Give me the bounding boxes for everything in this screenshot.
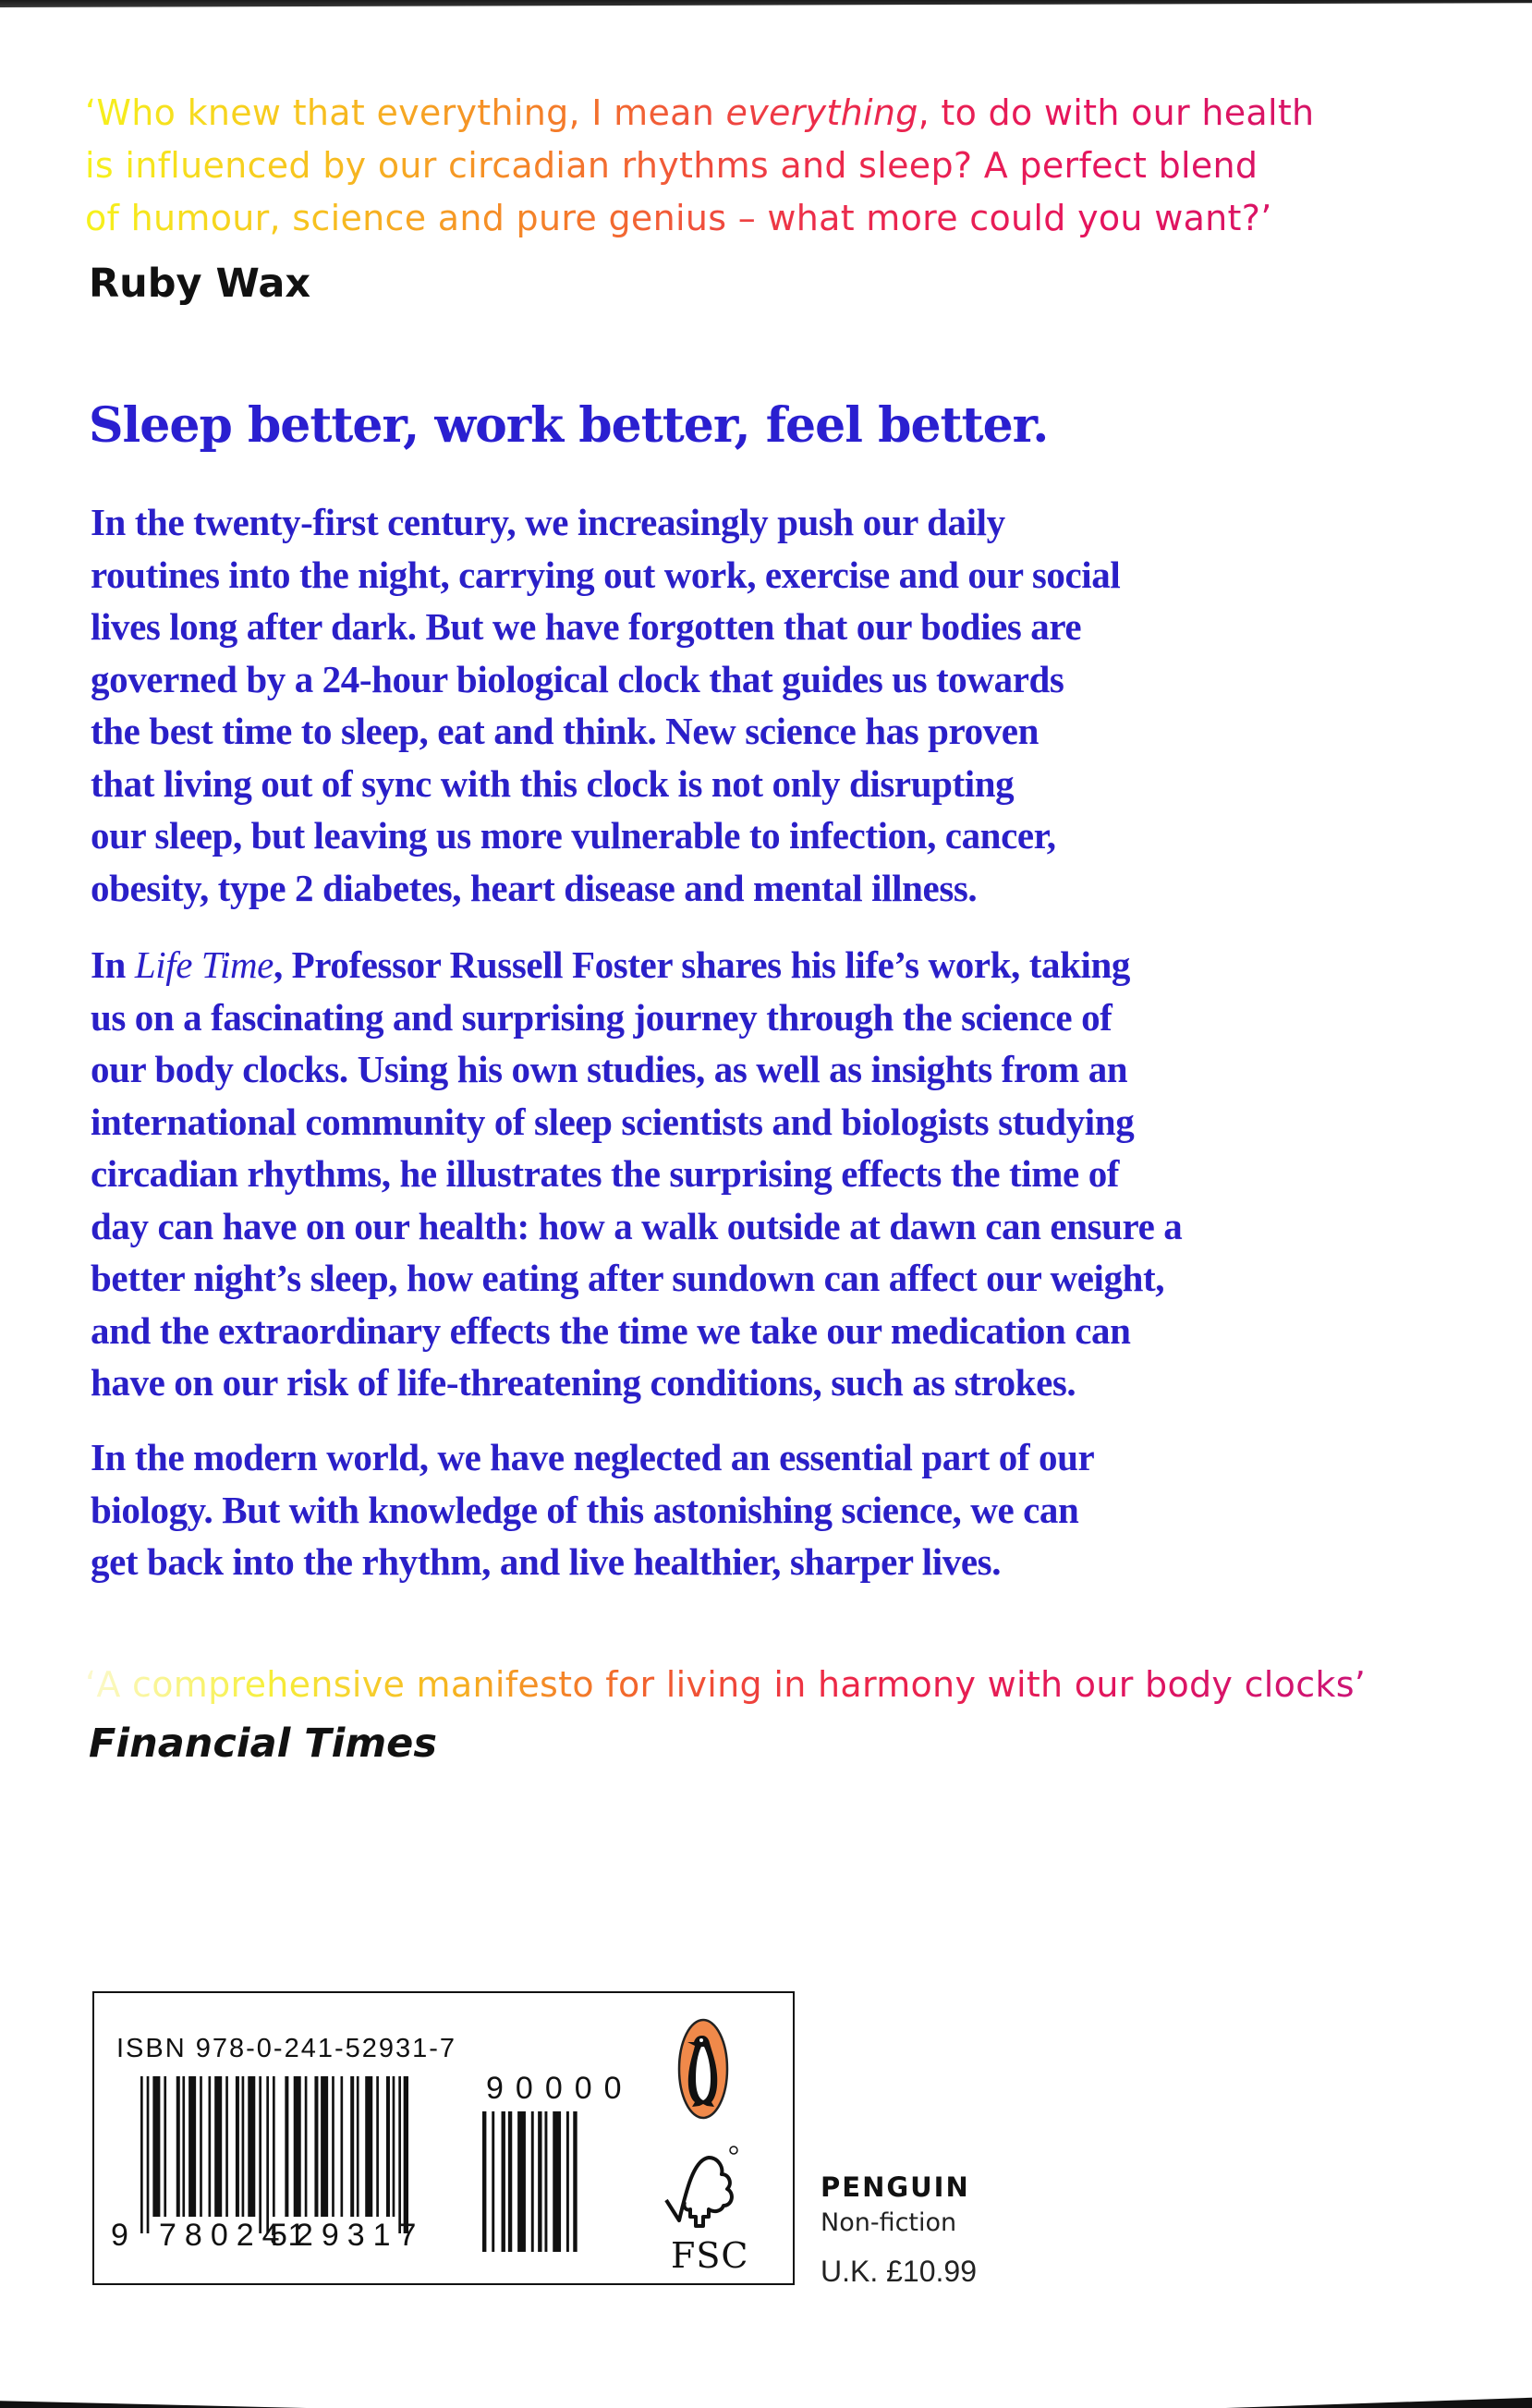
barcode-bar <box>164 2076 166 2217</box>
barcode-bar <box>259 2076 261 2233</box>
barcode-bar <box>236 2076 239 2217</box>
barcode-bar <box>492 2111 494 2252</box>
barcode-bar <box>305 2076 308 2217</box>
blurb-line: biology. But with knowledge of this astonishing science, we can <box>91 1488 1079 1531</box>
penguin-logo-icon <box>676 2017 730 2121</box>
barcode-bar <box>357 2076 359 2217</box>
blurb-paragraph-1 <box>91 496 1329 914</box>
barcode-bar <box>200 2076 202 2217</box>
book-title: Life Time <box>134 943 274 986</box>
blurb-line: obesity, type 2 diabetes, heart disease and mental illness. <box>91 866 978 909</box>
quote-line: of humour, science and pure genius – what more could you want?’ <box>85 198 1272 238</box>
fsc-label: FSC <box>671 2235 749 2276</box>
barcode-bar <box>242 2076 245 2217</box>
blurb-line: circadian rhythms, he illustrates the surprising effects the time of <box>91 1152 1120 1195</box>
blurb-line: better night’s sleep, how eating after sundown can affect our weight, <box>91 1257 1165 1299</box>
barcode-bar <box>566 2111 569 2252</box>
barcode-bar <box>393 2076 395 2217</box>
barcode-digits-left: 780241 <box>159 2218 314 2253</box>
blurb-line: In Life Time, Professor Russell Foster shares his life’s work, taking <box>91 943 1131 986</box>
bottom-review-quote: ‘A comprehensive manifesto for living in harmony with our body clocks’ <box>85 1659 1397 1711</box>
barcode-bar <box>266 2076 269 2233</box>
fsc-tree-icon <box>663 2141 741 2241</box>
bottom-quote-attribution: Financial Times <box>89 1721 437 1767</box>
blurb-paragraph-3 <box>91 1431 1329 1588</box>
barcode-bar <box>285 2076 288 2217</box>
barcode-bar <box>508 2111 512 2252</box>
barcode-bar <box>273 2076 275 2217</box>
barcode-bar <box>176 2076 180 2217</box>
barcode-bar <box>209 2076 212 2217</box>
barcode-bar <box>147 2076 150 2233</box>
barcode-bar <box>502 2111 505 2252</box>
barcode-bar <box>350 2076 354 2217</box>
quote-line: ‘Who knew that everything, I mean everything, to do with our health <box>85 92 1315 133</box>
book-category: Non-fiction <box>821 2208 957 2237</box>
barcode-bar <box>365 2076 372 2217</box>
barcode-bar <box>538 2111 541 2252</box>
quote-emphasis: everything <box>725 92 918 133</box>
barcode-bar <box>386 2076 390 2217</box>
blurb-line: and the extraordinary effects the time we take our medication can <box>91 1308 1131 1352</box>
barcode-bar <box>225 2076 228 2217</box>
blurb-line: get back into the rhythm, and live healthier, sharper lives. <box>91 1540 1002 1583</box>
isbn-number: ISBN 978-0-241-52931-7 <box>116 2034 457 2063</box>
barcode-bar <box>188 2076 196 2217</box>
barcode-bar <box>248 2076 255 2217</box>
barcode-bar <box>376 2076 379 2217</box>
barcode-bar <box>531 2111 534 2252</box>
barcode-panel <box>92 1991 795 2285</box>
blurb-line: day can have on our health: how a walk outside at dawn can ensure a <box>91 1204 1183 1247</box>
barcode-bar <box>398 2076 401 2233</box>
barcode-bar <box>182 2076 185 2217</box>
barcode-bar <box>294 2076 301 2217</box>
addon-barcode <box>482 2111 584 2252</box>
barcode-bar <box>214 2076 222 2217</box>
blurb-line: have on our risk of life-threatening conditions, such as strokes. <box>91 1361 1076 1404</box>
isbn-barcode <box>140 2076 408 2233</box>
blurb-paragraph-2 <box>91 939 1329 1409</box>
barcode-bar <box>404 2076 408 2233</box>
blurb-line: us on a fascinating and surprising journey through the science of <box>91 995 1113 1039</box>
barcode-digits-right: 529317 <box>270 2218 425 2253</box>
barcode-bar <box>482 2111 486 2252</box>
barcode-bar <box>340 2076 343 2217</box>
blurb-line: routines into the night, carrying out work, exercise and our social <box>91 553 1121 596</box>
top-review-quote <box>85 87 1342 245</box>
quote-line: is influenced by our circadian rhythms and sleep? A perfect blend <box>85 145 1258 186</box>
blurb-line: international community of sleep scientists and biologists studying <box>91 1100 1135 1143</box>
barcode-bar <box>517 2111 526 2252</box>
barcode-bar <box>544 2111 547 2252</box>
cover-top-edge-shadow <box>0 0 1532 7</box>
blurb-line: governed by a 24-hour biological clock that guides us towards <box>91 657 1064 700</box>
top-quote-attribution: Ruby Wax <box>89 261 311 307</box>
barcode-bar <box>152 2076 160 2217</box>
blurb-line: In the modern world, we have neglected an essential part of our <box>91 1436 1095 1478</box>
barcode-lead-digit: 9 <box>111 2218 128 2253</box>
barcode-bar <box>314 2076 318 2217</box>
blurb-line: our sleep, but leaving us more vulnerable to infection, cancer, <box>91 814 1056 857</box>
barcode-bar <box>321 2076 328 2217</box>
barcode-bar <box>140 2076 143 2233</box>
blurb-line: the best time to sleep, eat and think. New science has proven <box>91 710 1039 752</box>
barcode-bar <box>553 2111 561 2252</box>
cover-bottom-edge-shadow <box>0 2395 1532 2408</box>
blurb-line: our body clocks. Using his own studies, as well as insights from an <box>91 1048 1128 1090</box>
publisher-name: PENGUIN <box>821 2171 970 2203</box>
blurb-line: lives long after dark. But we have forgotten that our bodies are <box>91 605 1082 648</box>
barcode-bar <box>332 2076 334 2217</box>
blurb-line: that living out of sync with this clock is not only disrupting <box>91 761 1015 805</box>
barcode-bar <box>573 2111 577 2252</box>
book-price: U.K. £10.99 <box>821 2255 977 2288</box>
price-addon-digits: 90000 <box>486 2071 634 2106</box>
headline: Sleep better, work better, feel better. <box>89 397 1049 454</box>
blurb-line: In the twenty-first century, we increasingly push our daily <box>91 501 1005 543</box>
